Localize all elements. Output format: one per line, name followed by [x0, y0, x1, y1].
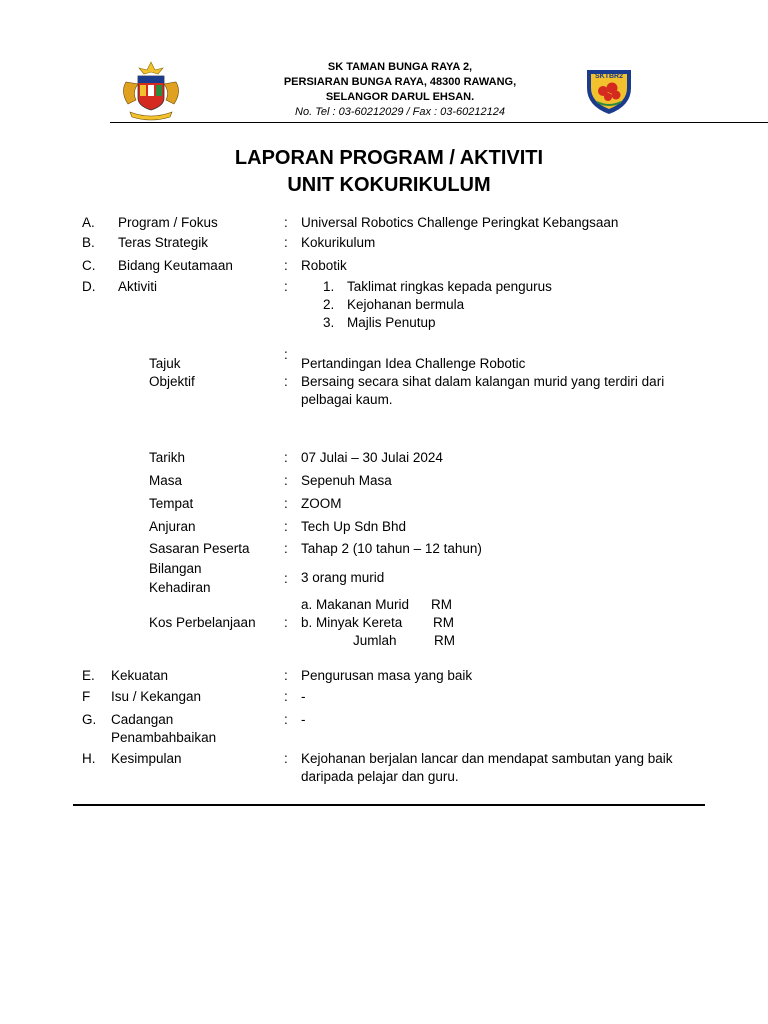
section-c-colon: :: [284, 258, 288, 273]
activity-item-2-text: Kejohanan bermula: [347, 297, 465, 312]
section-a-colon: :: [284, 215, 288, 230]
section-g-colon: :: [284, 712, 288, 727]
activity-item-3-number: 3.: [323, 315, 335, 330]
report-title-line1: LAPORAN PROGRAM / AKTIVITI: [234, 147, 544, 169]
anjuran-colon: :: [284, 519, 288, 534]
bilangan-label-line2: Kehadiran: [149, 580, 211, 595]
section-d-colon: :: [284, 279, 288, 294]
kos-item-2-text: b. Minyak Kereta: [301, 615, 403, 630]
tarikh-value: 07 Julai – 30 Julai 2024: [301, 450, 443, 465]
section-g-value: -: [301, 712, 306, 727]
kos-item-2-unit: RM: [433, 615, 454, 630]
tajuk-label: Tajuk: [149, 356, 181, 371]
section-f-colon: :: [284, 689, 288, 704]
section-h-value: Kejohanan berjalan lancar dan mendapat sambutan yang baik daripada pelajar dan guru.: [301, 751, 673, 784]
section-a-letter: A.: [82, 215, 95, 230]
section-h-label: Kesimpulan: [111, 751, 182, 766]
school-address-line2: SELANGOR DARUL EHSAN.: [325, 91, 475, 103]
kos-item-1-unit: RM: [431, 597, 452, 612]
section-f-label: Isu / Kekangan: [111, 689, 202, 704]
bilangan-colon: :: [284, 571, 288, 586]
section-c-label: Bidang Keutamaan: [118, 258, 233, 273]
anjuran-label: Anjuran: [149, 519, 196, 534]
section-c-value: Robotik: [301, 258, 347, 273]
school-contact: No. Tel : 03-60212029 / Fax : 03-60212124: [295, 106, 505, 118]
header-divider: [110, 122, 768, 123]
crest-logo-text: SKTBR2: [594, 73, 623, 80]
activity-item-3-text: Majlis Penutup: [347, 315, 436, 330]
activity-item-1-number: 1.: [323, 279, 335, 294]
section-f-value: -: [301, 689, 306, 704]
tajuk-value: Pertandingan Idea Challenge Robotic: [301, 356, 526, 371]
section-g-label-line2: Penambahbaikan: [111, 730, 217, 745]
tempat-colon: :: [284, 496, 288, 511]
section-e-colon: :: [284, 668, 288, 683]
masa-colon: :: [284, 473, 288, 488]
section-a-value: Universal Robotics Challenge Peringkat Kebangsaan: [301, 215, 619, 230]
tarikh-colon: :: [284, 450, 288, 465]
tempat-value: ZOOM: [301, 496, 342, 511]
section-h-colon: :: [284, 751, 288, 766]
footer-divider: [73, 804, 705, 806]
activity-item-1-text: Taklimat ringkas kepada pengurus: [347, 279, 552, 294]
kos-total-label: Jumlah: [353, 633, 397, 648]
section-b-label: Teras Strategik: [118, 235, 209, 250]
kos-item-1-text: a. Makanan Murid: [301, 597, 410, 612]
school-letterhead: [200, 60, 600, 120]
section-d-letter: D.: [82, 279, 96, 294]
section-d-label: Aktiviti: [118, 279, 158, 294]
sasaran-value: Tahap 2 (10 tahun – 12 tahun): [301, 541, 482, 556]
masa-label: Masa: [149, 473, 183, 488]
kos-colon: :: [284, 615, 288, 630]
objektif-value: Bersaing secara sihat dalam kalangan murid yang terdiri dari pelbagai kaum.: [301, 374, 665, 407]
section-e-value: Pengurusan masa yang baik: [301, 668, 473, 683]
bilangan-label-line1: Bilangan: [149, 561, 202, 576]
malaysia-coat-of-arms-logo: [116, 60, 186, 122]
sasaran-colon: :: [284, 541, 288, 556]
activity-item-2-number: 2.: [323, 297, 335, 312]
section-f-letter: F: [82, 689, 91, 704]
objektif-label: Objektif: [149, 374, 195, 389]
tarikh-label: Tarikh: [149, 450, 186, 465]
section-b-colon: :: [284, 235, 288, 250]
school-name: SK TAMAN BUNGA RAYA 2,: [327, 61, 473, 73]
anjuran-value: Tech Up Sdn Bhd: [301, 519, 407, 534]
section-b-letter: B.: [82, 235, 95, 250]
school-address-line1: PERSIARAN BUNGA RAYA, 48300 RAWANG,: [283, 76, 517, 88]
tajuk-colon: :: [284, 347, 288, 362]
masa-value: Sepenuh Masa: [301, 473, 392, 488]
section-b-value: Kokurikulum: [301, 235, 376, 250]
objektif-colon: :: [284, 374, 288, 389]
section-e-letter: E.: [82, 668, 95, 683]
report-title-line2: UNIT KOKURIKULUM: [287, 174, 491, 196]
section-g-letter: G.: [82, 712, 97, 727]
section-c-letter: C.: [82, 258, 96, 273]
bilangan-value: 3 orang murid: [301, 570, 385, 585]
kos-label: Kos Perbelanjaan: [149, 615, 256, 630]
section-e-label: Kekuatan: [111, 668, 169, 683]
section-g-label-line1: Cadangan: [111, 712, 174, 727]
kos-total-unit: RM: [434, 633, 455, 648]
tempat-label: Tempat: [149, 496, 194, 511]
section-h-letter: H.: [82, 751, 96, 766]
sasaran-label: Sasaran Peserta: [149, 541, 250, 556]
section-a-label: Program / Fokus: [118, 215, 218, 230]
